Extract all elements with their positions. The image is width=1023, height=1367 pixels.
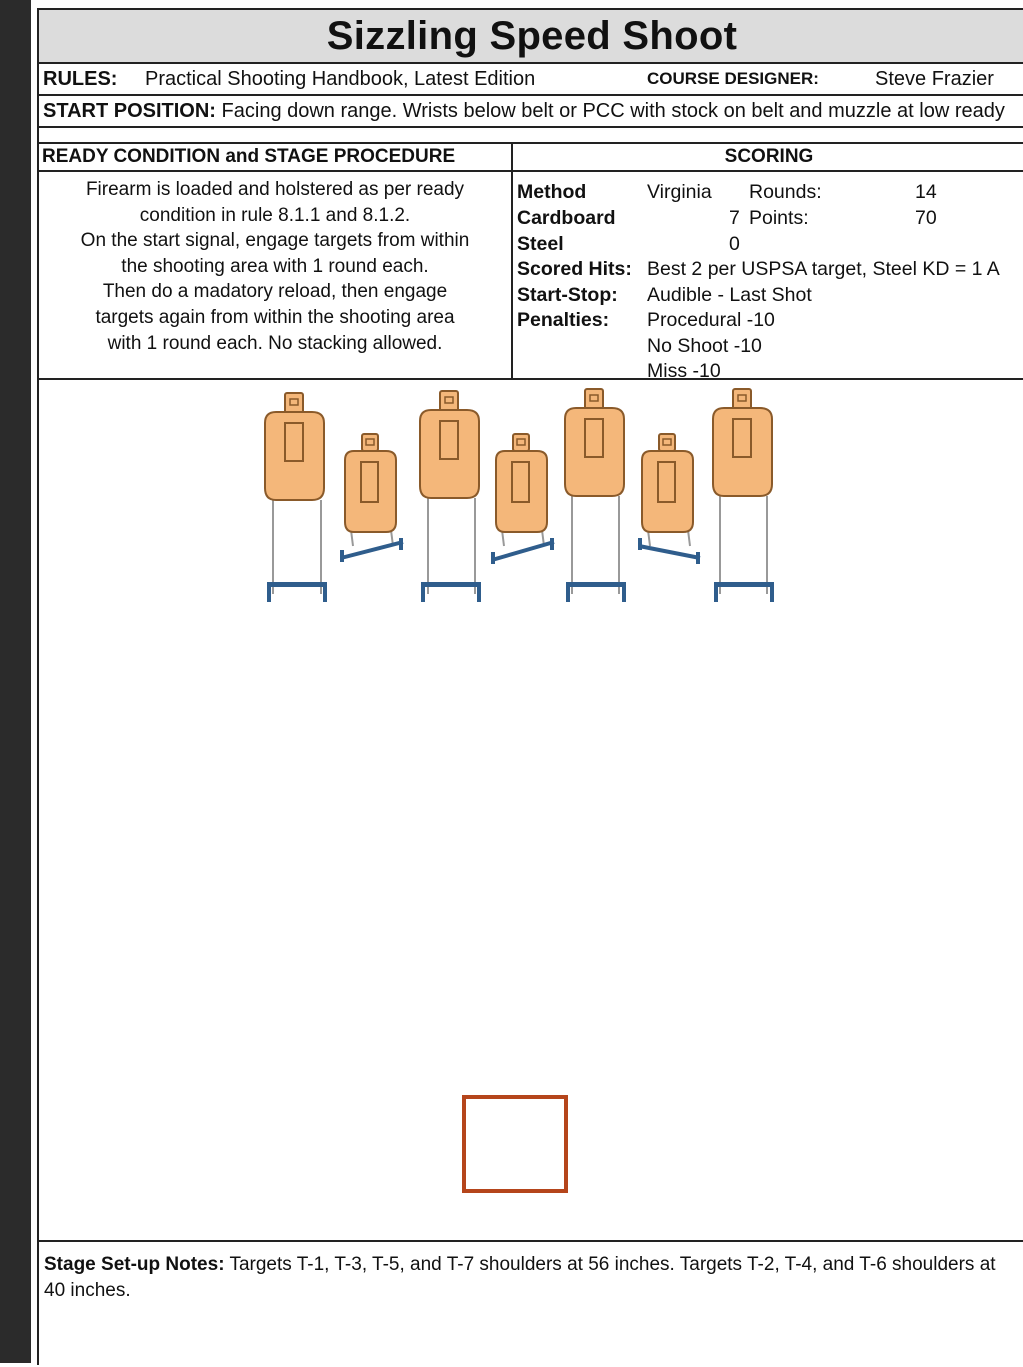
rounds-label: Rounds: (749, 181, 822, 203)
points-value: 70 (915, 207, 937, 229)
steel-target-t2 (340, 434, 403, 562)
steel-target-t3 (420, 391, 481, 602)
method-label: Method (517, 181, 587, 203)
steel-target-t5 (565, 389, 626, 602)
penalty-miss: Miss -10 (647, 360, 721, 382)
rounds-value: 14 (915, 181, 937, 203)
cardboard-label: Cardboard (517, 207, 616, 229)
left-edge-bar (0, 0, 31, 1363)
penalties-label: Penalties: (517, 309, 610, 331)
procedure-line: with 1 round each. No stacking allowed. (107, 332, 443, 354)
start-stop-value: Audible - Last Shot (647, 284, 812, 306)
start-stop-label: Start-Stop: (517, 284, 618, 306)
procedure-line: Then do a madatory reload, then engage (102, 281, 448, 303)
steel-label: Steel (517, 233, 564, 255)
penalty-no-shoot: No Shoot -10 (647, 335, 762, 357)
steel-target-t4 (491, 434, 554, 564)
start-position-value: Facing down range. Wrists below belt or PCC with stock on belt and muzzle at low ready (221, 100, 1005, 122)
stage-title: Sizzling Speed Shoot (326, 14, 738, 58)
stage-sheet (37, 8, 1023, 1365)
procedure-heading: READY CONDITION and STAGE PROCEDURE (39, 144, 514, 172)
shooting-area-box (464, 1097, 566, 1191)
scoring-heading: SCORING (513, 144, 1023, 172)
procedure-line: the shooting area with 1 round each. (121, 255, 429, 277)
setup-notes-label: Stage Set-up Notes: (44, 1254, 225, 1275)
steel-target-t6 (638, 434, 700, 564)
scored-hits-label: Scored Hits: (517, 258, 632, 280)
steel-value: 0 (729, 233, 740, 255)
stage-diagram (39, 10, 1023, 1240)
method-value: Virginia (647, 181, 712, 203)
steel-target-t1 (265, 393, 327, 602)
procedure-line: Firearm is loaded and holstered as per ready (85, 179, 465, 200)
designer-value: Steve Frazier (875, 68, 994, 90)
setup-notes (39, 1240, 1023, 1367)
rules-label: RULES: (43, 68, 118, 90)
procedure-line: On the start signal, engage targets from within (80, 230, 470, 252)
procedure-line: condition in rule 8.1.1 and 8.1.2. (139, 204, 411, 226)
start-position-label: START POSITION: (43, 100, 216, 122)
penalty-procedural: Procedural -10 (647, 309, 775, 331)
setup-notes-text: Targets T-1, T-3, T-5, and T-7 shoulders at 56 inches. Targets T-2, T-4, and T-6 shoulders at 40 inches. (44, 1254, 996, 1301)
cardboard-value: 7 (729, 207, 740, 229)
procedure-line: targets again from within the shooting area (95, 306, 455, 328)
designer-label: COURSE DESIGNER: (647, 69, 819, 88)
rules-value: Practical Shooting Handbook, Latest Edition (145, 68, 536, 90)
points-label: Points: (749, 207, 809, 229)
steel-target-t7 (713, 389, 774, 602)
scored-hits-value: Best 2 per USPSA target, Steel KD = 1 A (647, 258, 1000, 280)
